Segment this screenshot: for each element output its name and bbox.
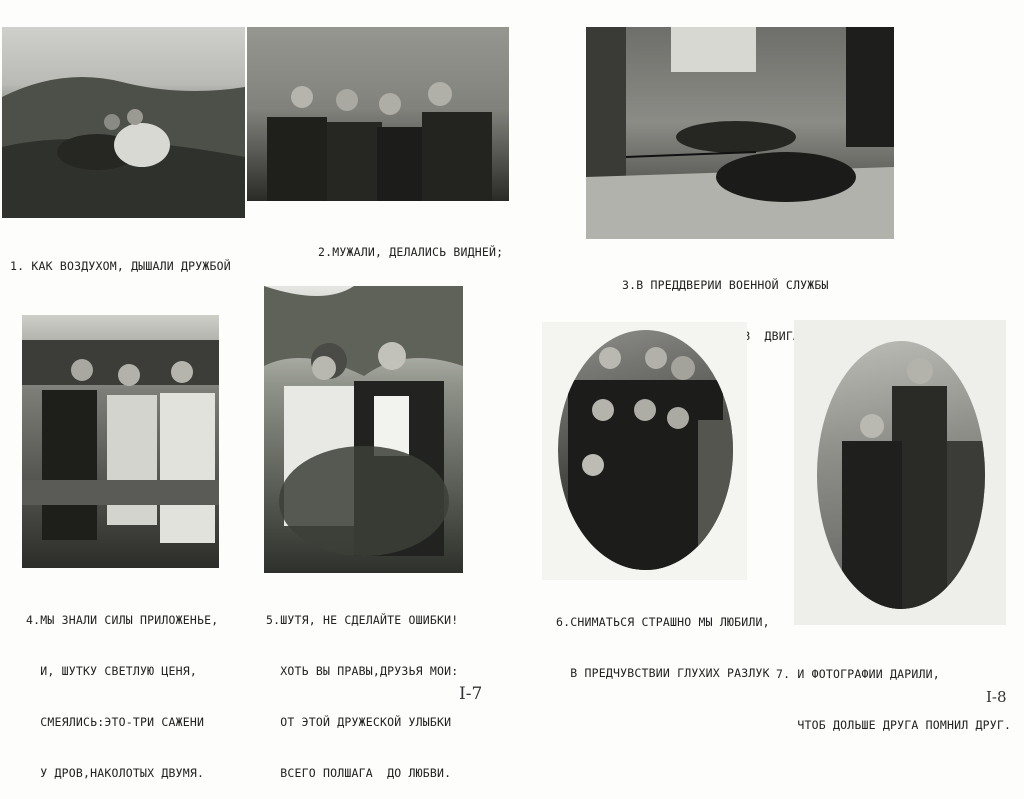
caption-2: 2.МУЖАЛИ, ДЕЛАЛИСЬ ВИДНЕЙ; — [318, 245, 504, 259]
caption-6: 6.СНИМАТЬСЯ СТРАШНО МЫ ЛЮБИЛИ, В ПРЕДЧУВСТВИИ ГЛУХИХ РАЗЛУК — [556, 615, 770, 680]
caption-4: 4.МЫ ЗНАЛИ СИЛЫ ПРИЛОЖЕНЬЕ, И, ШУТКУ СВЕТЛУЮ ЦЕНЯ, СМЕЯЛИСЬ:ЭТО-ТРИ САЖЕНИ У ДРОВ,НАКОЛОТЫХ ДВУМЯ. — [26, 613, 219, 780]
page-number-left: I-7 — [459, 684, 483, 704]
photo-3-shooting-practice — [586, 27, 894, 239]
caption-7: 7. И ФОТОГРАФИИ ДАРИЛИ, ЧТОБ ДОЛЬШЕ ДРУГА ПОМНИЛ ДРУГ. — [776, 667, 1012, 732]
photo-4-three-sitting — [22, 315, 219, 568]
caption-1: 1. КАК ВОЗДУХОМ, ДЫШАЛИ ДРУЖБОЙ — [10, 259, 231, 273]
photo-5-couple-in-garden — [264, 286, 463, 573]
photo-2-four-young-men — [247, 27, 509, 201]
page-number-right: I-8 — [986, 688, 1007, 706]
caption-5: 5.ШУТЯ, НЕ СДЕЛАЙТЕ ОШИБКИ! ХОТЬ ВЫ ПРАВЫ,ДРУЗЬЯ МОИ: ОТ ЭТОЙ ДРУЖЕСКОЙ УЛЫБКИ ВСЕГО ПОЛШАГА ДО ЛЮБВИ. — [266, 613, 459, 780]
photo-6-group-portrait — [558, 330, 733, 570]
caption-3: 3.В ПРЕДДВЕРИИ ВОЕННОЙ СЛУЖБЫ ДВИГАЛ — [622, 278, 829, 343]
photo-7-two-women — [817, 341, 985, 609]
photo-1-friends-on-grass — [2, 27, 245, 218]
